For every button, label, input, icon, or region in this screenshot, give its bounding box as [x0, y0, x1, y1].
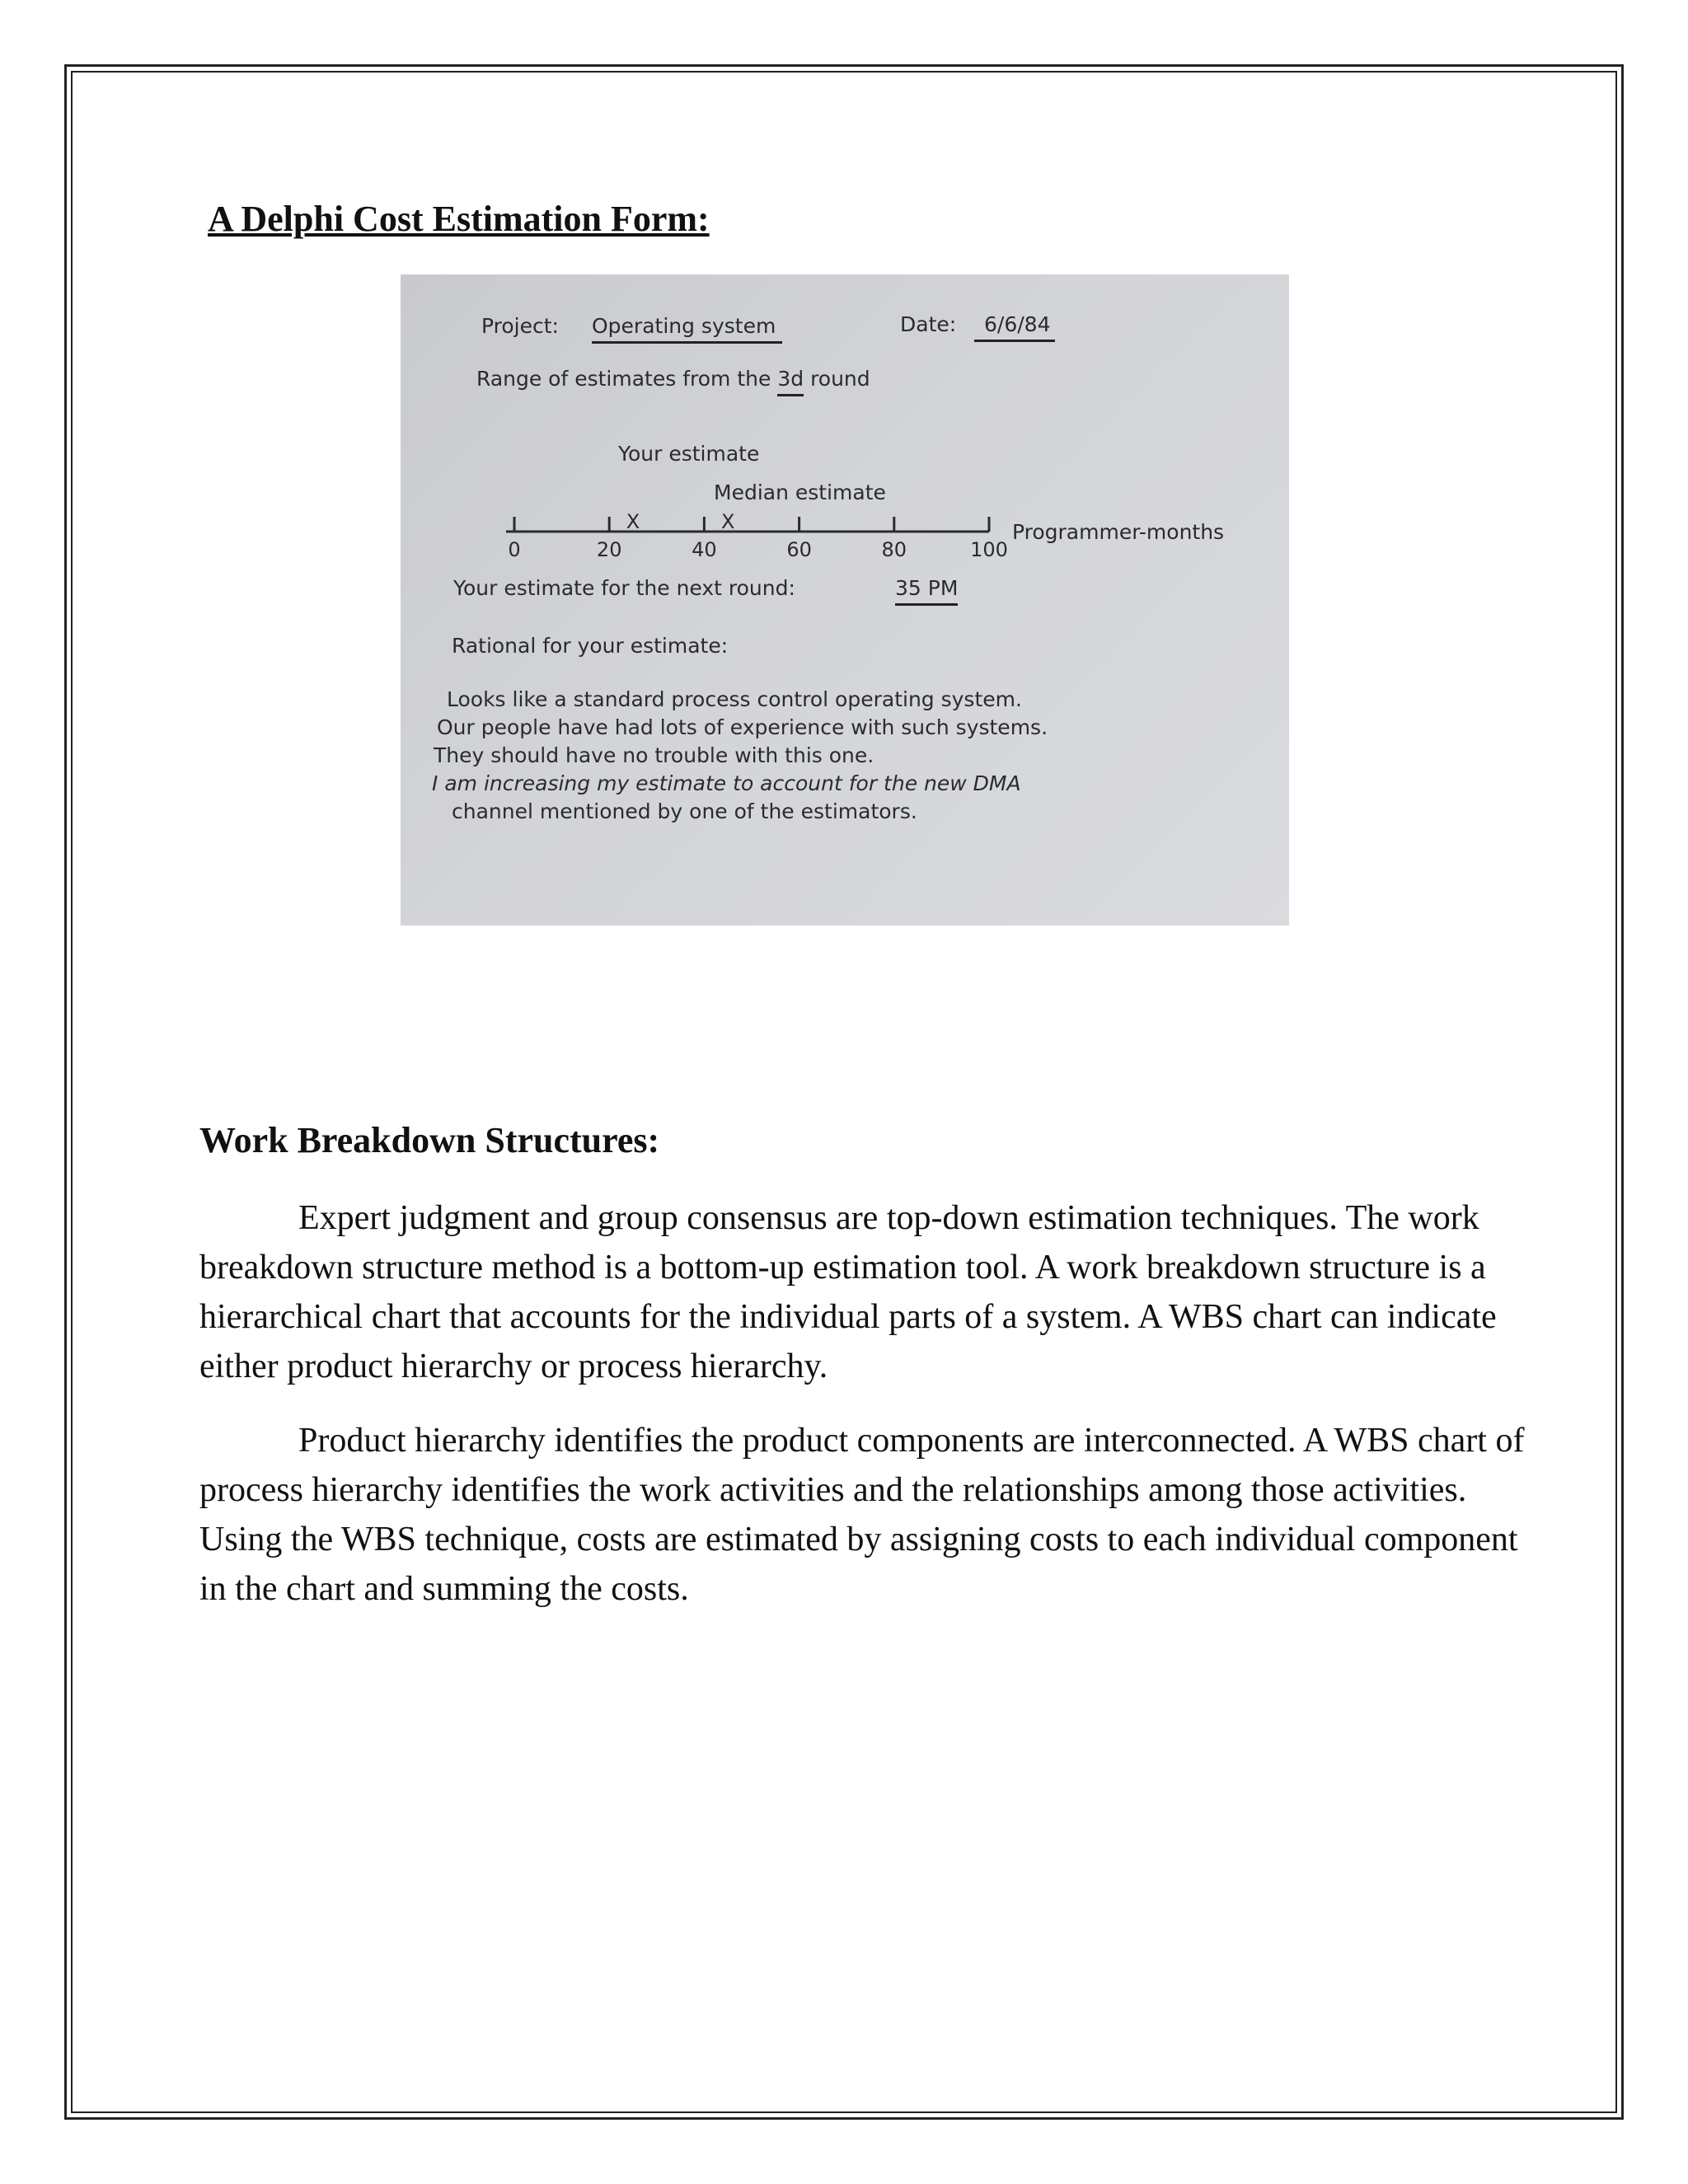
wbs-paragraph-1: Expert judgment and group consensus are top-down estimation techniques. The work breakdown structure method is a bottom-up estimation tool. A work breakdown structure is a hierarchical chart that accounts for the individual parts of a system. A WBS chart can indicate either product hierarchy or process hierarchy.	[199, 1199, 1497, 1385]
range-suffix: round	[810, 367, 870, 391]
project-label: Project:	[481, 314, 559, 338]
axis-group	[506, 510, 1008, 561]
date-value: 6/6/84	[974, 312, 1055, 342]
your-estimate-label: Your estimate	[618, 442, 760, 466]
rationale-label: Rational for your estimate:	[452, 634, 729, 658]
rationale-line-4: I am increasing my estimate to account for the new DMA	[432, 771, 1021, 795]
axis-tick-label-0: 0	[508, 538, 521, 561]
next-round-label: Your estimate for the next round:	[453, 576, 795, 600]
range-round: 3d	[777, 367, 804, 396]
axis-unit-label: Programmer-months	[1012, 520, 1225, 544]
rationale-text	[432, 687, 1048, 823]
date-label: Date:	[900, 312, 957, 336]
rationale-line-3: They should have no trouble with this one.	[434, 743, 874, 767]
rationale-line-1: Looks like a standard process control operating system.	[447, 687, 1022, 711]
delphi-form-image	[401, 274, 1289, 926]
axis-tick-label-20: 20	[596, 538, 622, 561]
axis-tick-label-80: 80	[881, 538, 907, 561]
project-value: Operating system	[592, 314, 782, 344]
next-round-value: 35 PM	[895, 576, 958, 606]
rationale-line-5: channel mentioned by one of the estimators.	[452, 799, 917, 823]
wbs-heading: Work Breakdown Structures:	[199, 1120, 660, 1160]
rationale-line-2: Our people have had lots of experience with such systems.	[437, 715, 1048, 739]
your-estimate-marker: X	[626, 510, 640, 533]
range-prefix: Range of estimates from the	[476, 367, 771, 391]
delphi-form-heading: A Delphi Cost Estimation Form:	[208, 199, 710, 239]
axis-tick-label-40: 40	[692, 538, 717, 561]
median-estimate-marker: X	[720, 510, 735, 533]
median-estimate-label: Median estimate	[714, 480, 886, 504]
wbs-paragraph-2: Product hierarchy identifies the product components are interconnected. A WBS chart of process hierarchy identifies the work activities and the relationships among those activities. Using the WBS technique, costs are estimated by assigning costs to each individual component in the chart and summing the costs.	[199, 1422, 1525, 1608]
axis-tick-label-60: 60	[786, 538, 812, 561]
axis-tick-label-100: 100	[970, 538, 1008, 561]
